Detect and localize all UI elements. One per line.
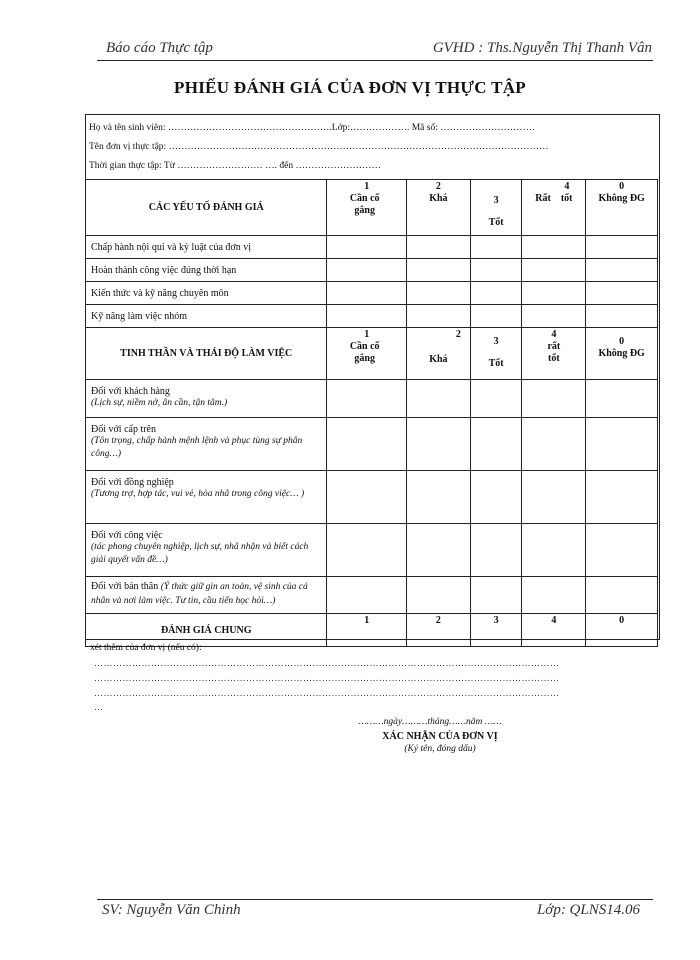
score-cell[interactable]: [522, 380, 586, 418]
general-score-2[interactable]: 2: [406, 614, 470, 647]
signature-date: ………ngày………tháng……năm ……: [358, 717, 502, 727]
score-cell[interactable]: [470, 418, 522, 471]
remarks-line[interactable]: …………………………………………………………………………………………………………………………………: [94, 673, 560, 683]
scale-text: Rất tốt: [535, 193, 573, 204]
score-cell[interactable]: [522, 305, 586, 328]
scale-1-header: [327, 180, 407, 236]
scale-1-header: [327, 328, 407, 380]
score-cell[interactable]: [327, 418, 407, 471]
score-cell[interactable]: [406, 380, 470, 418]
remarks-line[interactable]: …: [94, 702, 104, 712]
score-cell[interactable]: [586, 577, 658, 614]
evaluation-form: [85, 114, 660, 640]
criteria-label: Chấp hành nội qui và kỷ luật của đơn vị: [86, 236, 327, 259]
score-cell[interactable]: [406, 259, 470, 282]
score-cell[interactable]: [586, 380, 658, 418]
scale-text: Khá: [429, 193, 448, 204]
scale-num: 1: [364, 181, 370, 192]
remarks-line[interactable]: …………………………………………………………………………………………………………………………………: [94, 688, 560, 698]
score-cell[interactable]: [406, 305, 470, 328]
page-title: PHIẾU ĐÁNH GIÁ CỦA ĐƠN VỊ THỰC TẬP: [174, 78, 526, 97]
scale-2-header: [406, 180, 470, 236]
scale-num: 3: [493, 195, 499, 206]
score-cell[interactable]: [586, 418, 658, 471]
general-score-1[interactable]: 1: [327, 614, 407, 647]
score-cell[interactable]: [406, 282, 470, 305]
attitude-row: [86, 524, 658, 577]
score-cell[interactable]: [327, 524, 407, 577]
scale-text: Cần cố gắng: [349, 193, 380, 216]
criteria-heading: CÁC YẾU TỐ ĐÁNH GIÁ: [86, 180, 327, 236]
general-score-3[interactable]: 3: [470, 614, 522, 647]
score-cell[interactable]: [406, 236, 470, 259]
signature-note: (Ký tên, đóng dấu): [404, 744, 476, 754]
score-cell[interactable]: [327, 259, 407, 282]
header-left: Báo cáo Thực tập: [106, 40, 213, 56]
scale-num: 2: [435, 181, 441, 192]
attitude-description: (Lịch sự, niềm nở, ân cần, tận tâm.): [91, 398, 228, 408]
score-cell[interactable]: [470, 236, 522, 259]
score-cell[interactable]: [522, 418, 586, 471]
score-cell[interactable]: [470, 282, 522, 305]
attitude-title: Đối với khách hàng: [91, 386, 170, 397]
criteria-row: [86, 236, 658, 259]
scale-3-header: [470, 328, 522, 380]
scale-num: 4: [551, 329, 557, 340]
scale-text: Không ĐG: [598, 348, 645, 359]
attitude-heading: TINH THẦN VÀ THÁI ĐỘ LÀM VIỆC: [86, 328, 327, 380]
score-cell[interactable]: [470, 305, 522, 328]
attitude-description: (Ý thức giữ gìn an toàn, vệ sinh của cá nhân và nơi làm việc. Tư tin, cầu tiến học hỏi…): [91, 582, 308, 606]
scale-num: 3: [493, 336, 499, 347]
attitude-row: [86, 380, 658, 418]
attitude-label: [86, 577, 327, 614]
attitude-label: [86, 418, 327, 471]
general-label: ĐÁNH GIÁ CHUNG: [86, 614, 327, 647]
scale-4-header: [522, 180, 586, 236]
evaluation-table: [85, 179, 658, 647]
footer-rule: [97, 899, 653, 900]
score-cell[interactable]: [327, 236, 407, 259]
remarks-label: xét thêm của đơn vị (nếu có):: [90, 643, 202, 653]
criteria-header-row: [86, 180, 658, 236]
attitude-description: (tác phong chuyên nghiệp, lịch sự, nhã nhặn và biết cách giải quyết vấn đề…): [91, 542, 309, 565]
score-cell[interactable]: [522, 524, 586, 577]
general-row: [86, 614, 658, 647]
score-cell[interactable]: [327, 471, 407, 524]
scale-0-header: [586, 180, 658, 236]
attitude-title: Đối với đồng nghiệp: [91, 477, 174, 488]
score-cell[interactable]: [586, 282, 658, 305]
header-right: GVHD : Ths.Nguyễn Thị Thanh Vân: [432, 40, 652, 56]
score-cell[interactable]: [522, 471, 586, 524]
score-cell[interactable]: [522, 236, 586, 259]
attitude-row: [86, 418, 658, 471]
attitude-description: (Tương trợ, hợp tác, vui vẻ, hòa nhã trong công việc… ): [91, 489, 305, 499]
scale-text: Tốt: [488, 358, 504, 369]
score-cell[interactable]: [586, 236, 658, 259]
attitude-title: Đối với cấp trên: [91, 424, 156, 435]
attitude-label: [86, 524, 327, 577]
attitude-description: (Tôn trọng, chấp hành mệnh lệnh và phục tùng sự phân công…): [91, 436, 303, 459]
scale-text: Không ĐG: [598, 193, 645, 204]
attitude-row: [86, 577, 658, 614]
scale-text: Cần cố gắng: [349, 341, 380, 364]
footer-right: Lớp: QLNS14.06: [536, 902, 640, 918]
score-cell[interactable]: [406, 577, 470, 614]
score-cell[interactable]: [586, 305, 658, 328]
unit-info-line: Tên đơn vị thực tập: …………………………………………………………………………………………………………: [89, 142, 549, 152]
footer-left: SV: Nguyễn Văn Chinh: [102, 902, 241, 918]
attitude-title: Đối với công việc: [91, 530, 163, 541]
signature-title: XÁC NHẬN CỦA ĐƠN VỊ: [382, 731, 498, 742]
score-cell[interactable]: [327, 577, 407, 614]
score-cell[interactable]: [470, 577, 522, 614]
scale-text: Tốt: [488, 217, 504, 228]
remarks-line[interactable]: …………………………………………………………………………………………………………………………………: [94, 658, 560, 668]
score-cell[interactable]: [470, 380, 522, 418]
score-cell[interactable]: [586, 471, 658, 524]
score-cell[interactable]: [406, 471, 470, 524]
scale-num: 2: [455, 329, 461, 340]
attitude-label: [86, 380, 327, 418]
scale-4-header: [522, 328, 586, 380]
scale-num: 4: [564, 181, 570, 192]
scale-text: Khá: [429, 354, 448, 365]
score-cell[interactable]: [327, 282, 407, 305]
score-cell[interactable]: [406, 524, 470, 577]
scale-3-header: [470, 180, 522, 236]
score-cell[interactable]: [470, 524, 522, 577]
score-cell[interactable]: [327, 380, 407, 418]
general-score-4[interactable]: 4: [522, 614, 586, 647]
period-info-line: Thời gian thực tập: Từ ……………………… …. đến ………………………: [89, 161, 381, 171]
score-cell[interactable]: [522, 259, 586, 282]
student-info-line: Họ và tên sinh viên: …………………………………………….Lớp:………………. Mã số: …………………………: [89, 123, 536, 133]
criteria-row: [86, 259, 658, 282]
score-cell[interactable]: [470, 259, 522, 282]
attitude-header-row: [86, 328, 658, 380]
attitude-title: Đối với bản thân: [91, 581, 159, 592]
header-rule: [97, 60, 653, 61]
score-cell[interactable]: [522, 577, 586, 614]
scale-0-header: [586, 328, 658, 380]
score-cell[interactable]: [522, 282, 586, 305]
criteria-label: Kỹ năng làm việc nhóm: [86, 305, 327, 328]
score-cell[interactable]: [586, 524, 658, 577]
attitude-label: [86, 471, 327, 524]
score-cell[interactable]: [470, 471, 522, 524]
criteria-row: [86, 282, 658, 305]
scale-num: 0: [619, 181, 625, 192]
criteria-row: [86, 305, 658, 328]
scale-2-header: [406, 328, 470, 380]
score-cell[interactable]: [406, 418, 470, 471]
attitude-row: [86, 471, 658, 524]
score-cell[interactable]: [586, 259, 658, 282]
criteria-label: Kiến thức và kỹ năng chuyên môn: [86, 282, 327, 305]
scale-text: rất tốt: [547, 341, 561, 364]
scale-num: 0: [619, 336, 625, 347]
score-cell[interactable]: [327, 305, 407, 328]
general-score-0[interactable]: 0: [586, 614, 658, 647]
criteria-label: Hoàn thành công việc đúng thời hạn: [86, 259, 327, 282]
scale-num: 1: [364, 329, 370, 340]
